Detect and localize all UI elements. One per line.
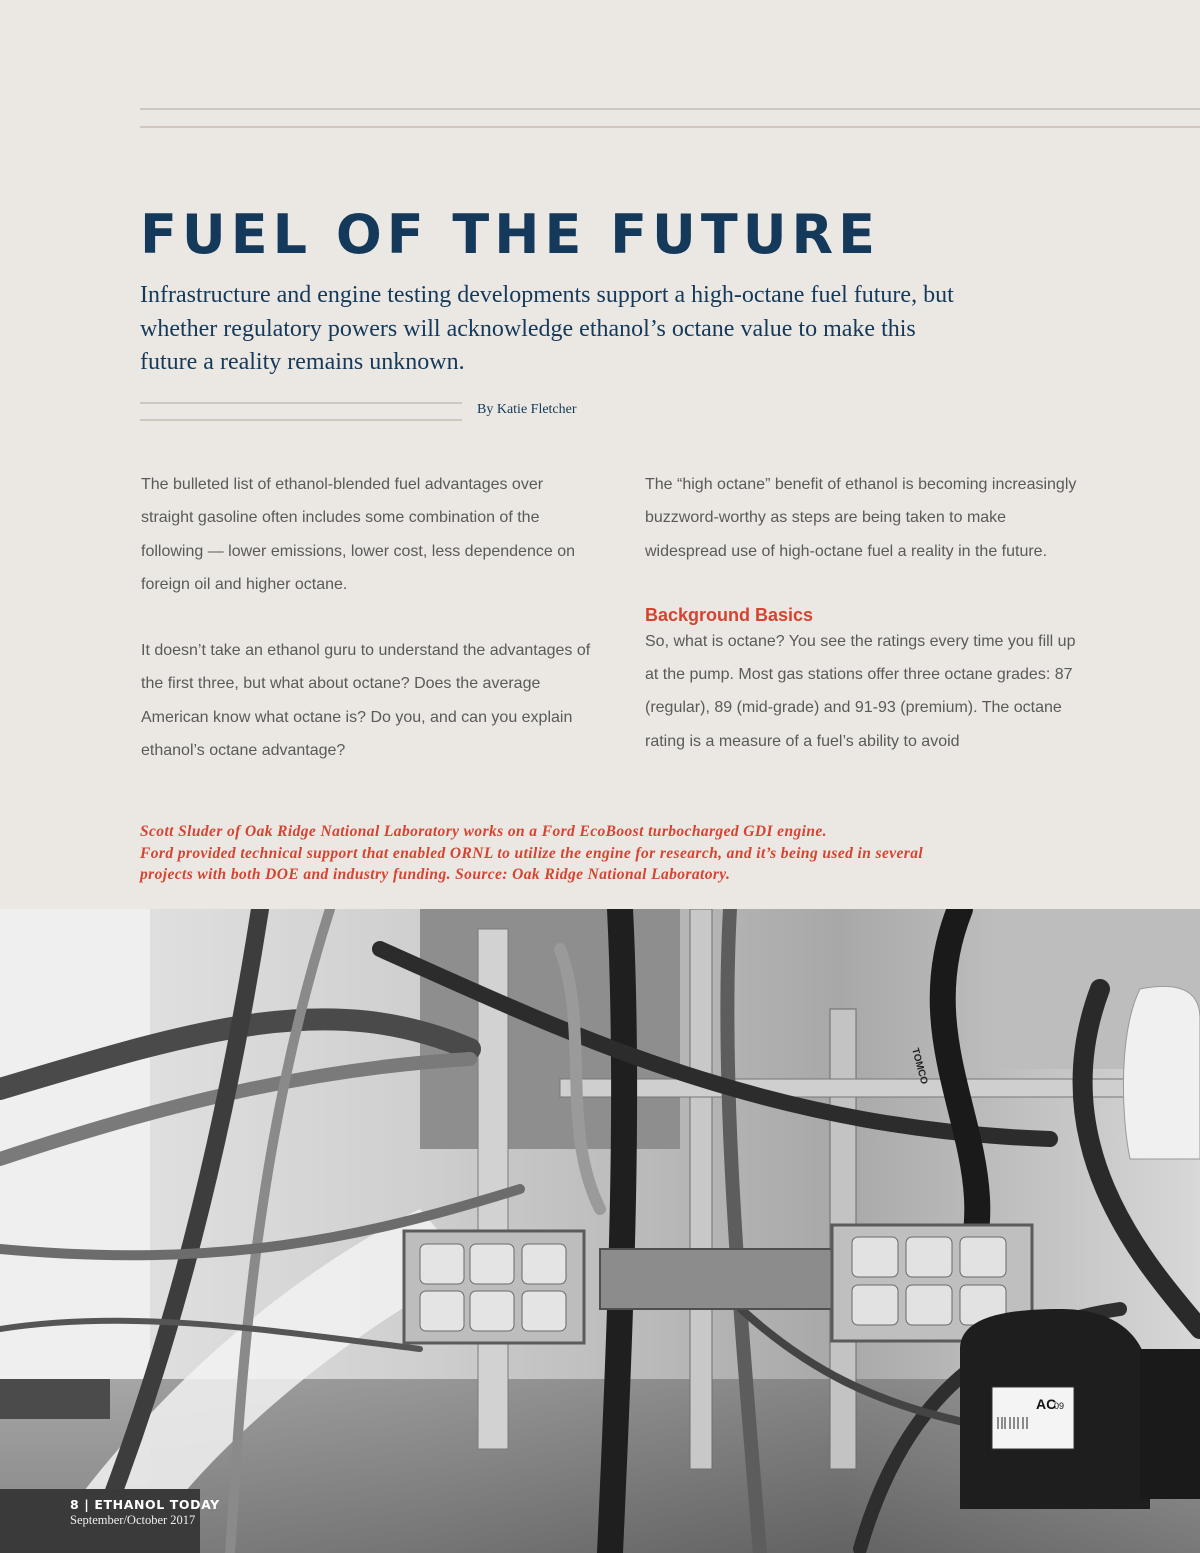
section-subhead: Background Basics — [645, 604, 814, 625]
label-code: AC — [1036, 1396, 1057, 1412]
photo-caption — [140, 821, 1100, 886]
caption-line: projects with both DOE and industry funding. Source: Oak Ridge National Laboratory. — [140, 866, 731, 883]
body-paragraph: So, what is octane? You see the ratings every time you fill up at the pump. Most gas stations offer three octane grades: 87 (regular), 89 (mid-grade) and 91-93 (premium). The octane rating is a measure of a fuel’s ability to avoid — [645, 632, 1076, 750]
body-column-right — [645, 468, 1090, 791]
footer-brand: 8 | ETHANOL TODAY — [70, 1497, 220, 1512]
body-paragraph: The “high octane” benefit of ethanol is becoming increasingly buzzword-worthy as steps are being taken to make widespread use of high-octane fuel a reality in the future. — [645, 476, 1077, 560]
label-suffix: 09 — [1054, 1401, 1065, 1411]
byline-rule-1 — [140, 402, 462, 404]
byline: By Katie Fletcher — [477, 402, 577, 417]
engine-photo — [0, 909, 1200, 1553]
article-deck: Infrastructure and engine testing developments support a high-octane fuel future, but whether regulatory powers will acknowledge ethanol’s octane value to make this future a reality remains unknown. — [140, 282, 954, 375]
barcode-label — [992, 1387, 1074, 1449]
top-rule-2 — [140, 126, 1200, 128]
body-paragraph: The bulleted list of ethanol-blended fuel advantages over straight gasoline often includes some combination of the following — lower emissions, lower cost, less dependence on foreign oil and higher octane. — [141, 476, 575, 593]
byline-rule-2 — [140, 419, 462, 421]
top-rule-1 — [140, 108, 1200, 110]
body-column-left — [141, 468, 591, 800]
engine-photo-illustration — [0, 909, 1200, 1553]
caption-line: Scott Sluder of Oak Ridge National Laboratory works on a Ford EcoBoost turbocharged GDI engine. — [140, 823, 827, 840]
footer-date: September/October 2017 — [70, 1512, 196, 1527]
body-paragraph: It doesn’t take an ethanol guru to understand the advantages of the first three, but what about octane? Does the average American know what octane is? Do you, and can you explain ethanol’s octane advantage? — [141, 642, 591, 760]
article-title: FUEL OF THE FUTURE — [140, 203, 881, 266]
caption-line: Ford provided technical support that enabled ORNL to utilize the engine for research, and it’s being used in several — [140, 844, 924, 862]
vertical-label: TOMCO — [909, 1046, 930, 1086]
page-footer — [70, 1499, 220, 1526]
